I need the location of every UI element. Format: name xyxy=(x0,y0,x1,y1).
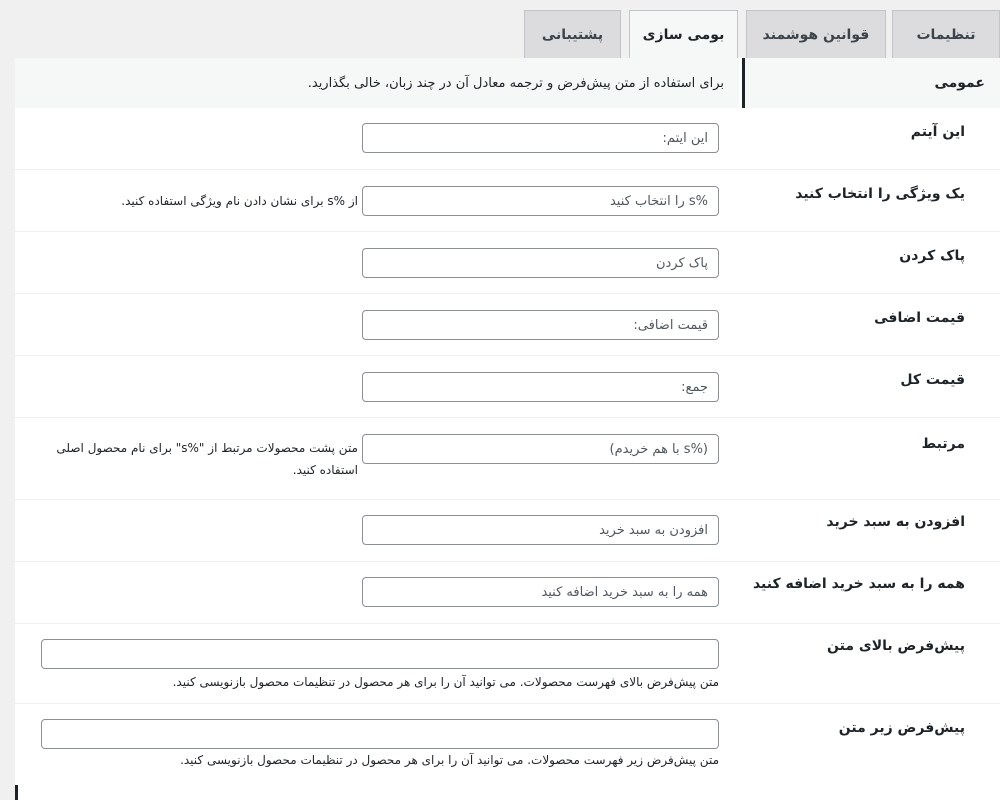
add-to-cart-label: افزودن به سبد خرید xyxy=(826,514,965,530)
section-description: برای استفاده از متن پیش‌فرض و ترجمه معادل آن در چند زبان، خالی بگذارید. xyxy=(15,58,739,108)
clear-label: پاک کردن xyxy=(899,248,965,264)
row-clear xyxy=(15,232,1000,294)
select-attribute-input[interactable] xyxy=(362,186,719,216)
related-label: مرتبط xyxy=(921,436,965,452)
extra-price-input[interactable] xyxy=(362,310,719,340)
add-all-label: همه را به سبد خرید اضافه کنید xyxy=(752,576,965,592)
select-attribute-help: از %s برای نشان دادن نام ویژگی استفاده کنید. xyxy=(121,194,358,208)
tab-bar xyxy=(0,10,1000,58)
row-above-text xyxy=(15,624,1000,704)
above-text-label: پیش‌فرض بالای متن xyxy=(827,638,965,654)
row-extra-price xyxy=(15,294,1000,356)
extra-price-label: قیمت اضافی xyxy=(874,310,965,326)
related-input[interactable] xyxy=(362,434,719,464)
this-item-input[interactable] xyxy=(362,123,719,153)
below-text-label: پیش‌فرض زیر متن xyxy=(838,720,965,736)
total-price-input[interactable] xyxy=(362,372,719,402)
this-item-label: این آیتم xyxy=(910,124,965,140)
row-total-price xyxy=(15,356,1000,418)
tab-localization[interactable]: بومی سازی xyxy=(629,10,738,59)
related-help: متن پشت محصولات مرتبط از "%s" برای نام محصول اصلی استفاده کنید. xyxy=(56,441,358,477)
row-below-text xyxy=(15,704,1000,786)
row-add-to-cart xyxy=(15,500,1000,562)
bottom-edge-bar xyxy=(15,785,18,800)
tab-smart-rules[interactable]: قوانین هوشمند xyxy=(746,10,886,58)
below-text-input[interactable] xyxy=(41,719,719,749)
clear-input[interactable] xyxy=(362,248,719,278)
sidebar xyxy=(742,58,1000,108)
add-all-input[interactable] xyxy=(362,577,719,607)
tab-support[interactable]: پشتیبانی xyxy=(524,10,621,58)
row-related xyxy=(15,418,1000,500)
select-attribute-label: یک ویژگی را انتخاب کنید xyxy=(795,186,965,202)
add-to-cart-input[interactable] xyxy=(362,515,719,545)
below-text-help: متن پیش‌فرض زیر فهرست محصولات. می توانید آن را برای هر محصول در تنظیمات محصول بازنویسی کنید. xyxy=(180,753,719,767)
row-this-item xyxy=(15,108,1000,170)
tab-settings[interactable]: تنظیمات xyxy=(892,10,1000,58)
above-text-input[interactable] xyxy=(41,639,719,669)
settings-panel xyxy=(15,58,1000,800)
sidebar-item-general[interactable]: عمومی xyxy=(934,75,985,91)
above-text-help: متن پیش‌فرض بالای فهرست محصولات. می توانید آن را برای هر محصول در تنظیمات محصول بازنویسی کنید. xyxy=(172,675,719,689)
row-select-attribute xyxy=(15,170,1000,232)
total-price-label: قیمت کل xyxy=(900,372,965,388)
row-add-all xyxy=(15,562,1000,624)
